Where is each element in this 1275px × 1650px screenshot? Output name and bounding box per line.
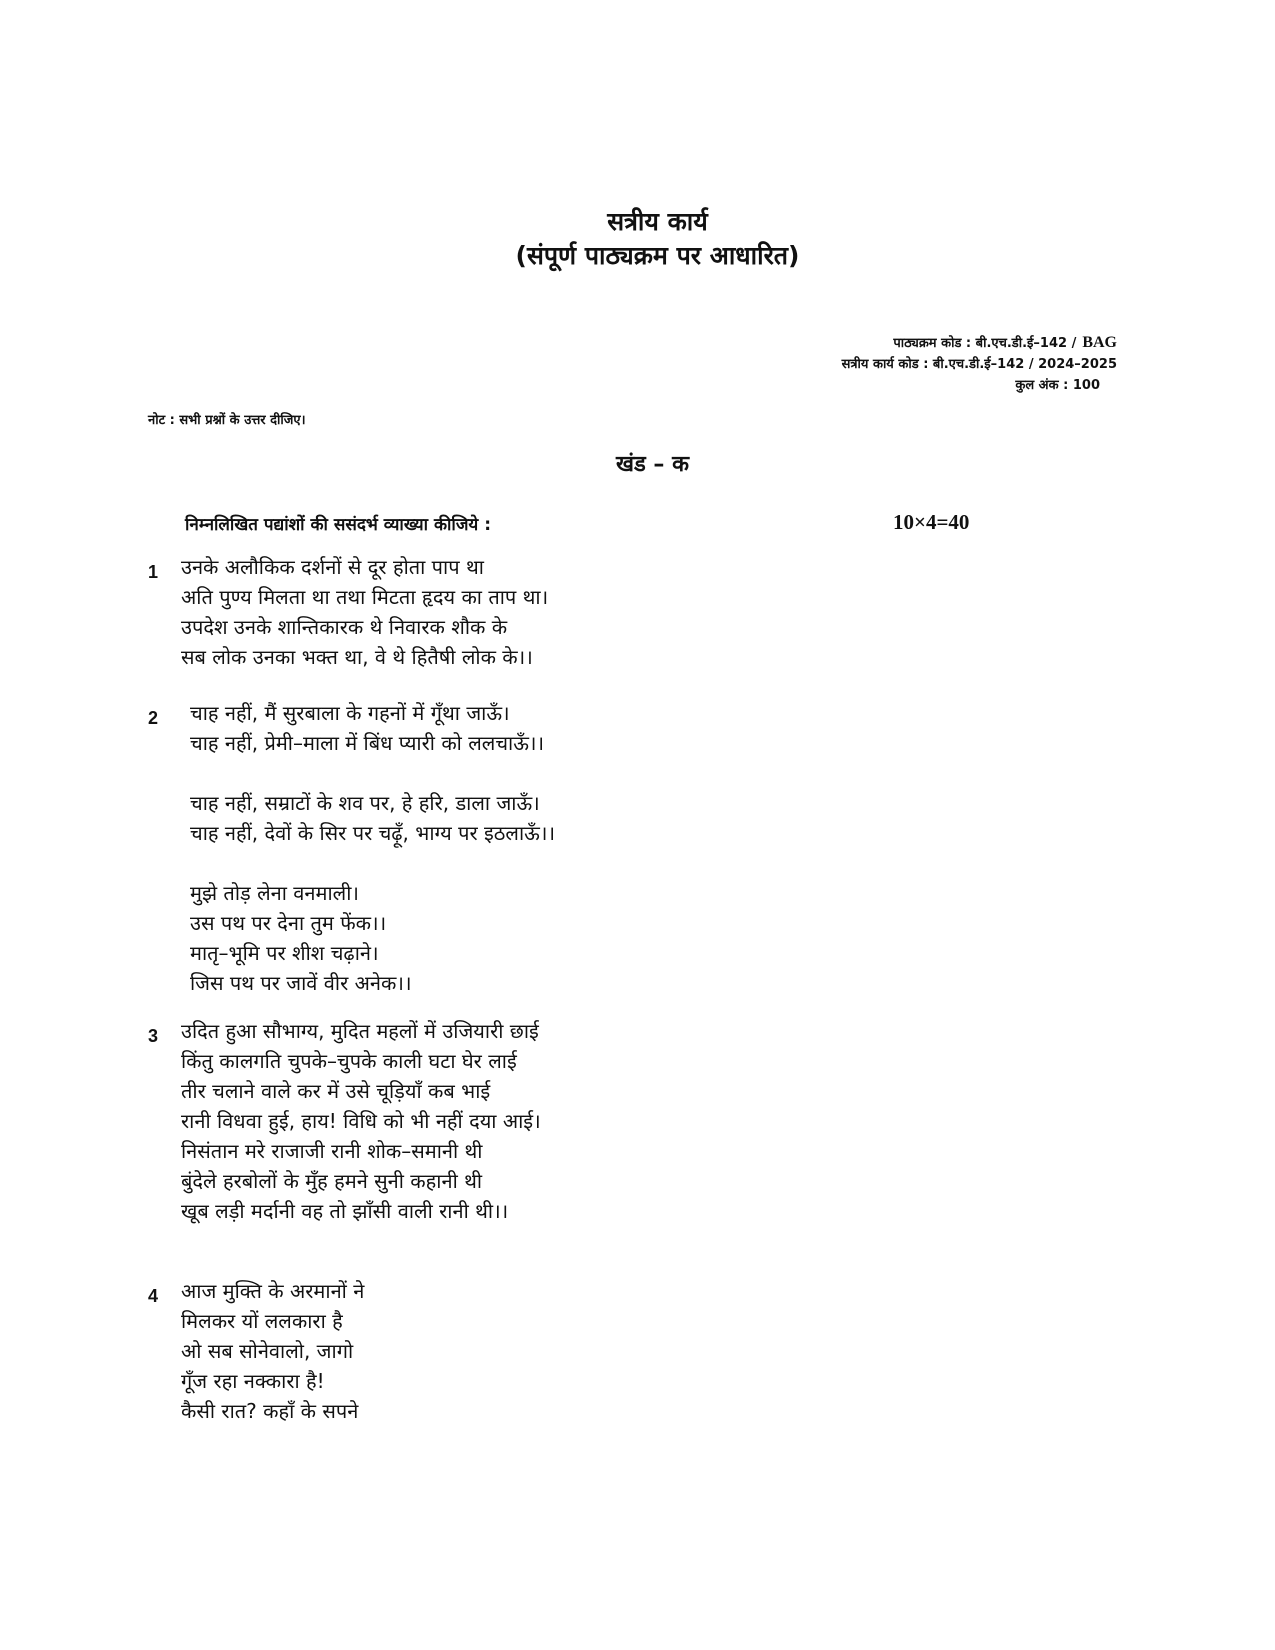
question-number: 4 bbox=[148, 1286, 159, 1306]
stanza bbox=[181, 552, 548, 672]
verse-line: उनके अलौकिक दर्शनों से दूर होता पाप था bbox=[181, 555, 484, 579]
assignment-code: सत्रीय कार्य कोड : बी.एच.डी.ई–142 / 2024–2025 bbox=[841, 357, 1117, 372]
verse-line: किंतु कालगति चुपके–चुपके काली घटा घेर लाई bbox=[181, 1049, 517, 1073]
verse-line: खूब लड़ी मर्दानी वह तो झाँसी वाली रानी थी।। bbox=[181, 1199, 509, 1223]
score: 10×4=40 bbox=[893, 510, 970, 534]
verse-line: मुझे तोड़ लेना वनमाली। bbox=[190, 881, 359, 905]
verse-line: चाह नहीं, सम्राटों के शव पर, हे हरि, डाला जाऊँ। bbox=[190, 791, 540, 815]
verse-line: चाह नहीं, देवों के सिर पर चढ़ूँ, भाग्य पर इठलाऊँ।। bbox=[190, 821, 556, 845]
verse-line: मातृ–भूमि पर शीश चढ़ाने। bbox=[190, 941, 379, 965]
verse-line: सब लोक उनका भक्त था, वे थे हितैषी लोक के।। bbox=[181, 645, 533, 669]
verse-line: उपदेश उनके शान्तिकारक थे निवारक शौक के bbox=[181, 615, 508, 639]
verse-line: तीर चलाने वाले कर में उसे चूड़ियाँ कब भाई bbox=[181, 1079, 491, 1103]
stanza bbox=[181, 1016, 541, 1226]
verse-line: कैसी रात? कहाँ के सपने bbox=[181, 1399, 359, 1423]
question-2 bbox=[148, 698, 555, 998]
course-code: पाठ्यक्रम कोड : बी.एच.डी.ई–142 / bbox=[893, 336, 1077, 351]
stanza bbox=[190, 878, 555, 998]
verse-line: उस पथ पर देना तुम फेंक।। bbox=[190, 911, 387, 935]
total-marks: कुल अंक : 100 bbox=[1015, 378, 1100, 393]
question-4 bbox=[148, 1276, 364, 1426]
verse-line: बुंदेले हरबोलों के मुँह हमने सुनी कहानी थी bbox=[181, 1169, 483, 1193]
question-number: 2 bbox=[148, 708, 159, 728]
verse-line: उदित हुआ सौभाग्य, मुदित महलों में उजियारी छाई bbox=[181, 1019, 539, 1043]
stanza bbox=[190, 788, 555, 848]
course-code-suffix: BAG bbox=[1082, 334, 1117, 351]
verse-line: अति पुण्य मिलता था तथा मिटता हृदय का ताप था। bbox=[181, 585, 549, 609]
course-codes bbox=[842, 332, 1117, 396]
stanza bbox=[190, 698, 555, 758]
question-3 bbox=[148, 1016, 541, 1226]
verse-line: चाह नहीं, प्रेमी–माला में बिंध प्यारी को ललचाऊँ।। bbox=[190, 731, 545, 755]
verse-line: रानी विधवा हुई, हाय! विधि को भी नहीं दया आई। bbox=[181, 1109, 541, 1133]
page-subtitle: (संपूर्ण पाठ्यक्रम पर आधारित) bbox=[515, 241, 800, 270]
question-number: 1 bbox=[148, 562, 159, 582]
verse-line: मिलकर यों ललकारा है bbox=[181, 1309, 343, 1333]
question-number: 3 bbox=[148, 1026, 159, 1046]
question-1 bbox=[148, 552, 548, 672]
page-title: सत्रीय कार्य bbox=[607, 207, 708, 236]
title-block bbox=[0, 205, 1275, 273]
verse-line: आज मुक्ति के अरमानों ने bbox=[181, 1279, 365, 1303]
stanza bbox=[181, 1276, 364, 1426]
section-heading: खंड – क bbox=[616, 452, 689, 477]
verse-line: जिस पथ पर जावें वीर अनेक।। bbox=[190, 971, 412, 995]
course-code-line bbox=[842, 332, 1117, 354]
verse-line: चाह नहीं, मैं सुरबाला के गहनों में गूँथा जाऊँ। bbox=[190, 701, 510, 725]
verse-line: गूँज रहा नक्कारा है! bbox=[181, 1369, 325, 1393]
instruction: निम्नलिखित पद्यांशों की ससंदर्भ व्याख्या कीजिये : bbox=[185, 515, 492, 535]
verse-line: ओ सब सोनेवालो, जागो bbox=[181, 1339, 354, 1363]
verse-line: निसंतान मरे राजाजी रानी शोक–समानी थी bbox=[181, 1139, 483, 1163]
note: नोट : सभी प्रश्नों के उत्तर दीजिए। bbox=[148, 413, 306, 428]
